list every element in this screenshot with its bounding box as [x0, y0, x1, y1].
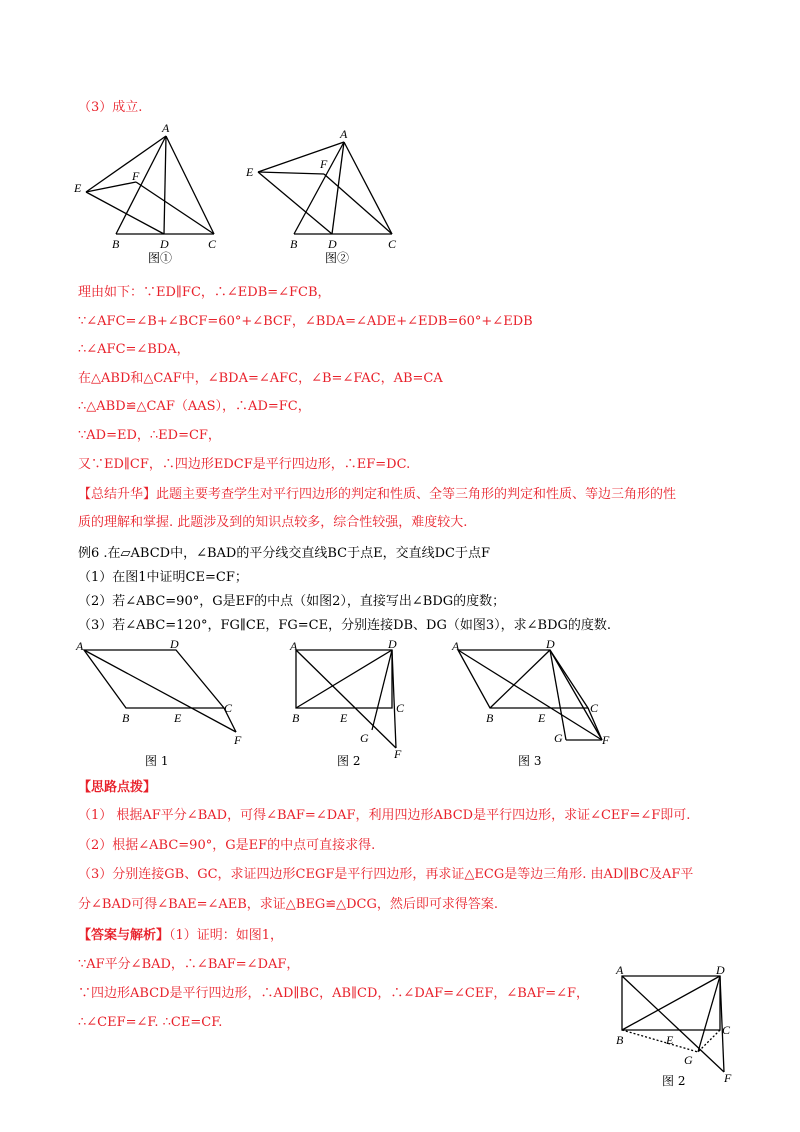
figure-1-caption: 图 1 — [145, 754, 169, 768]
hint-line: （1） 根据AF平分∠BAD，可得∠BAF=∠DAF，利用四边形ABCD是平行四边形，求证∠CEF=∠F即可. — [78, 808, 691, 823]
example-question: （1）在图1中证明CE=CF； — [78, 570, 248, 585]
label-C: C — [224, 701, 233, 715]
label-E: E — [174, 711, 182, 725]
label-E: E — [666, 1033, 674, 1047]
answer-line: ∵AF平分∠BAD，∴∠BAF=∠DAF， — [78, 957, 300, 972]
answer-line: ∴∠CEF=∠F. ∴CE=CF. — [78, 1015, 223, 1030]
label-E: E — [74, 181, 82, 195]
hint-line: 分∠BAD可得∠BAE=∠AEB，求证△BEG≌△DCG，然后即可求得答案. — [78, 897, 498, 912]
figure-top-right — [240, 128, 410, 262]
label-G: G — [554, 731, 563, 745]
reason-line: ∴∠AFC=∠BDA， — [78, 342, 190, 357]
label-A: A — [162, 121, 170, 135]
label-G: G — [684, 1053, 693, 1067]
figure-bottom-caption: 图 2 — [662, 1074, 686, 1088]
label-D: D — [716, 963, 725, 977]
answer-heading — [78, 927, 283, 945]
hint-line: （3）分别连接GB、GC，求证四边形CEGF是平行四边形，再求证△ECG是等边三角形. 由AD∥BC及AF平 — [78, 867, 694, 882]
reason-line: ∵AD=ED，∴ED=CF， — [78, 428, 221, 443]
label-D: D — [170, 637, 179, 651]
label-G: G — [360, 731, 369, 745]
label-D: D — [388, 637, 397, 651]
example-question: （2）若∠ABC=90°，G是EF的中点（如图2），直接写出∠BDG的度数； — [78, 594, 506, 609]
figure-3-caption: 图 3 — [518, 754, 542, 768]
label-A: A — [452, 639, 460, 653]
label-A: A — [76, 639, 84, 653]
label-F: F — [320, 157, 328, 171]
label-B: B — [292, 711, 300, 725]
label-E: E — [538, 711, 546, 725]
hint-line: （2）根据∠ABC=90°，G是EF的中点可直接求得. — [78, 838, 376, 853]
example-title: 例6 .在▱ABCD中，∠BAD的平分线交直线BC于点E，交直线DC于点F — [78, 546, 490, 561]
reason-line: 在△ABD和△CAF中，∠BDA=∠AFC，∠B=∠FAC，AB=CA — [78, 371, 443, 386]
label-A: A — [340, 127, 348, 141]
summary-line: 质的理解和掌握. 此题涉及到的知识点较多，综合性较强，难度较大. — [78, 515, 468, 530]
label-E: E — [246, 165, 254, 179]
label-C: C — [208, 237, 217, 251]
label-C: C — [396, 701, 405, 715]
label-F: F — [602, 733, 610, 747]
label-D: D — [160, 237, 169, 251]
summary-line: 【总结升华】此题主要考查学生对平行四边形的判定和性质、全等三角形的判定和性质、等边三角形的性 — [78, 487, 677, 502]
answer-intro: （1）证明：如图1， — [169, 928, 284, 943]
label-C: C — [722, 1023, 731, 1037]
label-D: D — [546, 637, 555, 651]
figure-2-caption: 图 2 — [337, 754, 361, 768]
figure-1 — [76, 637, 256, 750]
label-E: E — [340, 711, 348, 725]
figure-bottom-right — [612, 960, 742, 1085]
label-A: A — [290, 639, 298, 653]
label-B: B — [616, 1033, 624, 1047]
label-B: B — [112, 237, 120, 251]
reason-line: ∴△ABD≌△CAF（AAS），∴AD=FC， — [78, 399, 311, 414]
label-F: F — [132, 169, 140, 183]
reason-line: 又∵ED∥CF，∴四边形EDCF是平行四边形，∴EF=DC. — [78, 457, 411, 472]
figure-top-left-caption: 图① — [148, 251, 173, 265]
label-B: B — [122, 711, 130, 725]
answer-line: ∵四边形ABCD是平行四边形，∴AD∥BC，AB∥CD，∴∠DAF=∠CEF，∠BAF=∠F， — [78, 986, 590, 1001]
label-B: B — [486, 711, 494, 725]
label-F: F — [394, 747, 402, 761]
label-C: C — [388, 237, 397, 251]
label-C: C — [590, 701, 599, 715]
label-B: B — [290, 237, 298, 251]
part3-title: （3）成立. — [78, 100, 143, 115]
figure-3 — [450, 637, 620, 750]
example-question: （3）若∠ABC=120°，FG∥CE，FG=CE，分别连接DB、DG（如图3），求∠BDG的度数. — [78, 618, 612, 633]
label-A: A — [616, 963, 624, 977]
answer-title: 【答案与解析】 — [78, 928, 170, 943]
label-F: F — [234, 733, 242, 747]
figure-top-right-caption: 图② — [325, 251, 350, 265]
reason-line: 理由如下：∵ED∥FC，∴∠EDB=∠FCB， — [78, 285, 331, 300]
reason-line: ∵∠AFC=∠B+∠BCF=60°+∠BCF，∠BDA=∠ADE+∠EDB=60°+∠EDB — [78, 314, 533, 329]
figure-top-left — [70, 122, 230, 262]
label-F: F — [724, 1071, 732, 1085]
hint-title: 【思路点拨】 — [78, 780, 157, 795]
label-D: D — [328, 237, 337, 251]
